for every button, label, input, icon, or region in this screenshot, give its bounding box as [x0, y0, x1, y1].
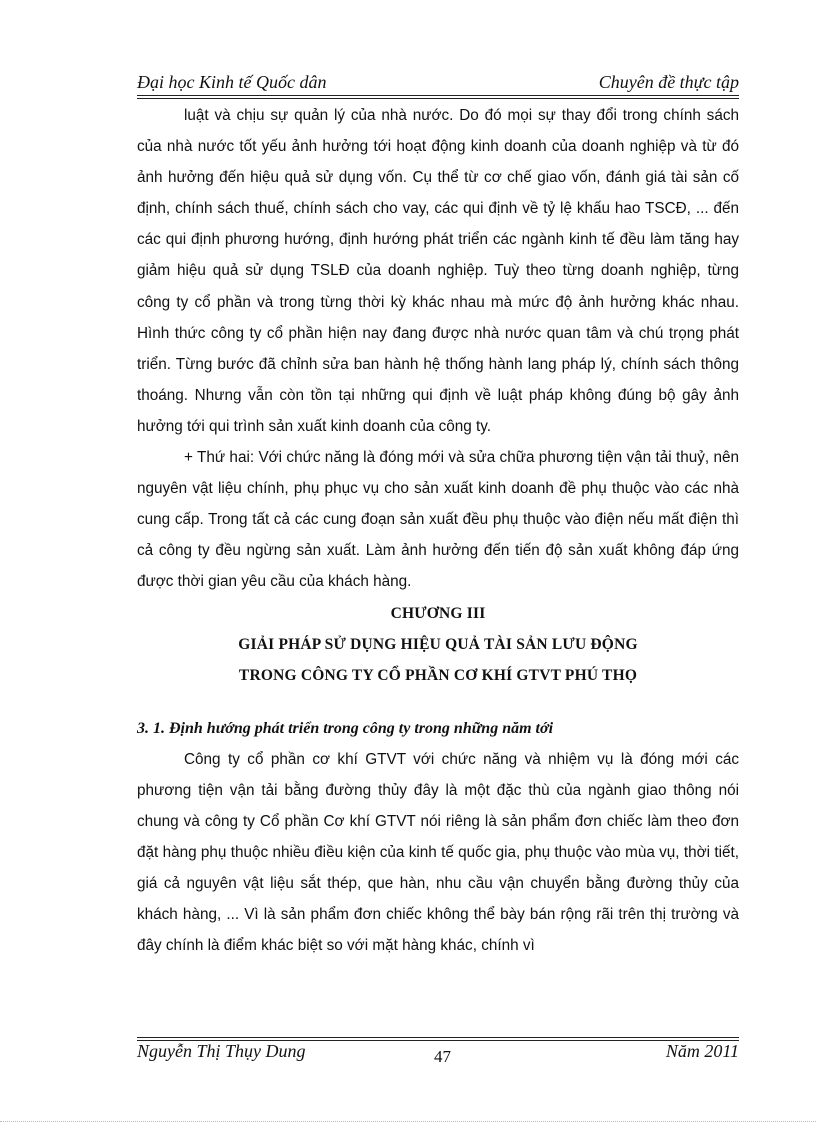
- header-rule-2: [137, 98, 739, 99]
- page-edge: [0, 1121, 816, 1122]
- page-header: [137, 72, 739, 94]
- footer-rule: [137, 1037, 739, 1038]
- chapter-title-line2: TRONG CÔNG TY CỔ PHẦN CƠ KHÍ GTVT PHÚ THỌ: [238, 666, 638, 684]
- footer-year: Năm 2011: [665, 1041, 739, 1061]
- header-rule: [137, 95, 739, 96]
- header-doc-type: Chuyên đề thực tập: [598, 72, 739, 92]
- page-footer: [137, 1041, 739, 1065]
- chapter-number: CHƯƠNG III: [390, 604, 486, 622]
- paragraph-second-factor: + Thứ hai: Với chức năng là đóng mới và sửa chữa phương tiện vận tải thuỷ, nên nguyên vật liệu chính, phụ phục vụ cho sản xuất kinh doanh đề phụ thuộc vào các nhà cung cấp. Trong tất cả các cung đoạn sản xuất đều phụ thuộc vào điện nếu mất điện thì cả công ty đều ngừng sản xuất. Làm ảnh hưởng đến tiến độ sản xuất không đáp ứng được thời gian yêu cầu của khách hàng.: [137, 449, 739, 591]
- header-university: Đại học Kinh tế Quốc dân: [137, 72, 327, 92]
- paragraph-legal: luật và chịu sự quản lý của nhà nước. Do đó mọi sự thay đổi trong chính sách của nhà nước tốt yếu ảnh hưởng tới hoạt động kinh doanh của doanh nghiệp và từ đó ảnh hưởng đến hiệu quả sử dụng vốn. Cụ thể từ cơ chế giao vốn, đánh giá tài sản cố định, chính sách thuế, chính sách cho vay, các qui định về tỷ lệ khấu hao TSCĐ, ... đến các qui định phương hướng, định hướng phát triển các ngành kinh tế đều làm tăng hay giảm hiệu quả sử dụng TSLĐ của doanh nghiệp. Tuỳ theo từng doanh nghiệp, từng công ty cổ phần và trong từng thời kỳ khác nhau mà mức độ ảnh hưởng khác nhau. Hình thức công ty cổ phần hiện nay đang được nhà nước quan tâm và chú trọng phát triển. Từng bước đã chỉnh sửa ban hành hệ thống hành lang pháp lý, chính sách thông thoáng. Nhưng vẫn còn tồn tại những qui định về luật pháp không đúng bộ gây ảnh hưởng tới qui trình sản xuất kinh doanh của công ty.: [137, 107, 739, 435]
- paragraph-orientation: Công ty cổ phần cơ khí GTVT với chức năng và nhiệm vụ là đóng mới các phương tiện vận tải bằng đường thủy đây là một đặc thù của ngành giao thông nói chung và công ty Cổ phần Cơ khí GTVT nói riêng là sản phẩm đơn chiếc làm theo đơn đặt hàng phụ thuộc nhiều điều kiện của kinh tế quốc gia, phụ thuộc vào mùa vụ, thời tiết, giá cả nguyên vật liệu sắt thép, que hàn, nhu cầu vận chuyển bằng đường thủy của khách hàng, ... Vì là sản phẩm đơn chiếc không thể bày bán rộng rãi trên thị trường và đây chính là điểm khác biệt so với mặt hàng khác, chính vì: [137, 750, 739, 955]
- section-heading: 3. 1. Định hướng phát triển trong công ty trong những năm tới: [137, 719, 554, 737]
- footer-author: Nguyễn Thị Thụy Dung: [137, 1041, 306, 1061]
- page-body: [137, 100, 739, 961]
- page-number: 47: [434, 1047, 451, 1066]
- chapter-title-line1: GIẢI PHÁP SỬ DỤNG HIỆU QUẢ TÀI SẢN LƯU ĐỘNG: [238, 635, 638, 653]
